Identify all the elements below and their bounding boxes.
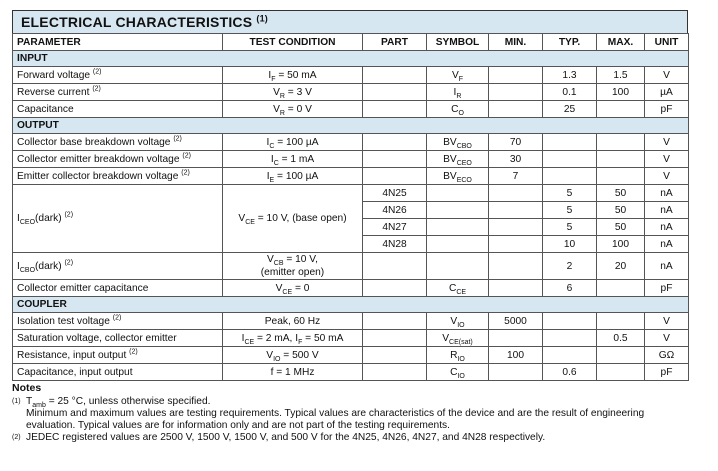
header-unit: UNIT [645, 34, 689, 51]
unit-cell: pF [645, 364, 689, 381]
part-cell: 4N27 [363, 219, 427, 236]
param-cell: Collector emitter capacitance [13, 280, 223, 297]
table-row [13, 253, 689, 280]
param-cell: Collector base breakdown voltage $^{(2)}$ [13, 134, 223, 151]
max-cell: 0.5 [597, 330, 645, 347]
unit-cell: V [645, 330, 689, 347]
min-cell [489, 236, 543, 253]
part-cell [363, 151, 427, 168]
typ-cell [543, 313, 597, 330]
table-title [12, 10, 688, 33]
cond-cell: Peak, 60 Hz [223, 313, 363, 330]
cond-cell: $I_F = 50$ mA [223, 67, 363, 84]
symbol-cell: $V_{IO}$ [427, 313, 489, 330]
typ-cell [543, 134, 597, 151]
header-symbol: SYMBOL [427, 34, 489, 51]
table-title-note: (1) [256, 13, 268, 24]
symbol-cell: $BV_{ECO}$ [427, 168, 489, 185]
table-row [13, 168, 689, 185]
part-cell [363, 313, 427, 330]
max-cell [597, 347, 645, 364]
part-cell: 4N26 [363, 202, 427, 219]
cond-cell: $I_C = 1$ mA [223, 151, 363, 168]
table-row [13, 364, 689, 381]
symbol-cell: $BV_{CEO}$ [427, 151, 489, 168]
table-row [13, 67, 689, 84]
unit-cell: pF [645, 101, 689, 118]
max-cell: 20 [597, 253, 645, 280]
unit-cell: nA [645, 185, 689, 202]
symbol-cell: $C_O$ [427, 101, 489, 118]
min-cell: 5000 [489, 313, 543, 330]
typ-cell [543, 151, 597, 168]
min-cell [489, 330, 543, 347]
table-row [13, 151, 689, 168]
typ-cell [543, 168, 597, 185]
electrical-characteristics-table-wrap [12, 10, 688, 381]
part-cell [363, 330, 427, 347]
symbol-cell: $BV_{CBO}$ [427, 134, 489, 151]
param-cell: Resistance, input output $^{(2)}$ [13, 347, 223, 364]
param-cell: Capacitance, input output [13, 364, 223, 381]
typ-cell [543, 347, 597, 364]
unit-cell: nA [645, 236, 689, 253]
cond-cell: $I_C = 100$ µA [223, 134, 363, 151]
symbol-cell: $I_R$ [427, 84, 489, 101]
note-2-marker: (2) [12, 434, 21, 441]
typ-cell: 2 [543, 253, 597, 280]
max-cell [597, 168, 645, 185]
param-cell: Collector emitter breakdown voltage $^{(2)}$ [13, 151, 223, 168]
min-cell [489, 219, 543, 236]
cond-cell: $V_{IO} = 500$ V [223, 347, 363, 364]
note-1-text: $T_{amb} = 25$ °C, unless otherwise specified. Minimum and maximum values are testing requirements. Typical values are characteristics of the device and are the result of engineering evaluation. Typical values are for information only and are not part of the testing requirements. [26, 396, 645, 431]
header-max: MAX. [597, 34, 645, 51]
note-2 [12, 432, 712, 444]
typ-cell: 5 [543, 185, 597, 202]
param-cell: Isolation test voltage $^{(2)}$ [13, 313, 223, 330]
symbol-cell [427, 185, 489, 202]
symbol-cell: $V_{CE(sat)}$ [427, 330, 489, 347]
symbol-cell [427, 219, 489, 236]
typ-cell: 1.3 [543, 67, 597, 84]
max-cell [597, 151, 645, 168]
min-cell [489, 84, 543, 101]
symbol-cell: $R_{IO}$ [427, 347, 489, 364]
unit-cell: nA [645, 219, 689, 236]
typ-cell: 0.6 [543, 364, 597, 381]
param-cell: Reverse current $^{(2)}$ [13, 84, 223, 101]
max-cell: 100 [597, 236, 645, 253]
header-parameter: PARAMETER [13, 34, 223, 51]
max-cell: 50 [597, 202, 645, 219]
table-row [13, 185, 689, 202]
part-cell [363, 101, 427, 118]
cond-cell: $I_E = 100$ µA [223, 168, 363, 185]
part-cell [363, 280, 427, 297]
cond-cell: $V_{CE} = 0$ [223, 280, 363, 297]
part-cell: 4N28 [363, 236, 427, 253]
unit-cell: pF [645, 280, 689, 297]
table-row [13, 101, 689, 118]
part-cell: 4N25 [363, 185, 427, 202]
typ-cell: 5 [543, 219, 597, 236]
header-typ: TYP. [543, 34, 597, 51]
table-title-text: ELECTRICAL CHARACTERISTICS [21, 14, 253, 30]
min-cell [489, 364, 543, 381]
symbol-cell: $C_{IO}$ [427, 364, 489, 381]
part-cell [363, 67, 427, 84]
symbol-cell [427, 236, 489, 253]
section-coupler: COUPLER [13, 297, 689, 313]
min-cell [489, 253, 543, 280]
min-cell [489, 202, 543, 219]
typ-cell: 25 [543, 101, 597, 118]
table-row [13, 330, 689, 347]
param-cell: Forward voltage $^{(2)}$ [13, 67, 223, 84]
part-cell [363, 253, 427, 280]
note-1 [12, 396, 712, 432]
cond-cell: $V_{CB} = 10$ V, (emitter open) [223, 253, 363, 280]
symbol-cell [427, 253, 489, 280]
symbol-cell: $C_{CE}$ [427, 280, 489, 297]
typ-cell: 5 [543, 202, 597, 219]
symbol-cell: $V_F$ [427, 67, 489, 84]
unit-cell: V [645, 151, 689, 168]
param-cell: $I_{CEO}(dark)$ $^{(2)}$ [13, 185, 223, 253]
max-cell [597, 101, 645, 118]
part-cell [363, 347, 427, 364]
header-min: MIN. [489, 34, 543, 51]
table-row [13, 84, 689, 101]
symbol-cell [427, 202, 489, 219]
unit-cell: µA [645, 84, 689, 101]
min-cell: 7 [489, 168, 543, 185]
note-2-text: JEDEC registered values are 2500 V, 1500 V, 1500 V, and 500 V for the 4N25, 4N26, 4N27, and 4N28 respectively. [26, 432, 546, 443]
unit-cell: V [645, 168, 689, 185]
unit-cell: nA [645, 253, 689, 280]
part-cell [363, 168, 427, 185]
min-cell: 100 [489, 347, 543, 364]
cond-cell: f = 1 MHz [223, 364, 363, 381]
cond-cell: $V_R = 3$ V [223, 84, 363, 101]
max-cell: 50 [597, 219, 645, 236]
min-cell [489, 185, 543, 202]
min-cell: 70 [489, 134, 543, 151]
param-cell: Capacitance [13, 101, 223, 118]
part-cell [363, 364, 427, 381]
max-cell [597, 313, 645, 330]
unit-cell: V [645, 313, 689, 330]
max-cell: 50 [597, 185, 645, 202]
notes-heading: Notes [12, 382, 42, 394]
unit-cell: GΩ [645, 347, 689, 364]
max-cell [597, 364, 645, 381]
section-output: OUTPUT [13, 118, 689, 134]
unit-cell: V [645, 134, 689, 151]
param-cell: Saturation voltage, collector emitter [13, 330, 223, 347]
param-cell: Emitter collector breakdown voltage $^{(2)}$ [13, 168, 223, 185]
section-input: INPUT [13, 51, 689, 67]
min-cell: 30 [489, 151, 543, 168]
typ-cell: 0.1 [543, 84, 597, 101]
table-row [13, 134, 689, 151]
header-row [13, 34, 689, 51]
max-cell [597, 280, 645, 297]
param-cell: $I_{CBO}(dark)$ $^{(2)}$ [13, 253, 223, 280]
cond-cell: $I_{CE} = 2$ mA, $I_F = 50$ mA [223, 330, 363, 347]
table-row [13, 347, 689, 364]
max-cell: 100 [597, 84, 645, 101]
unit-cell: V [645, 67, 689, 84]
max-cell: 1.5 [597, 67, 645, 84]
part-cell [363, 134, 427, 151]
min-cell [489, 101, 543, 118]
cond-cell: $V_R = 0$ V [223, 101, 363, 118]
note-1-marker: (1) [12, 398, 21, 405]
part-cell [363, 84, 427, 101]
table-row [13, 280, 689, 297]
min-cell [489, 280, 543, 297]
typ-cell [543, 330, 597, 347]
typ-cell: 10 [543, 236, 597, 253]
max-cell [597, 134, 645, 151]
min-cell [489, 67, 543, 84]
electrical-characteristics-table [12, 33, 689, 381]
typ-cell: 6 [543, 280, 597, 297]
header-part: PART [363, 34, 427, 51]
table-row [13, 313, 689, 330]
header-test-condition: TEST CONDITION [223, 34, 363, 51]
notes-section [12, 382, 712, 444]
cond-cell: $V_{CE} = 10$ V, (base open) [223, 185, 363, 253]
unit-cell: nA [645, 202, 689, 219]
